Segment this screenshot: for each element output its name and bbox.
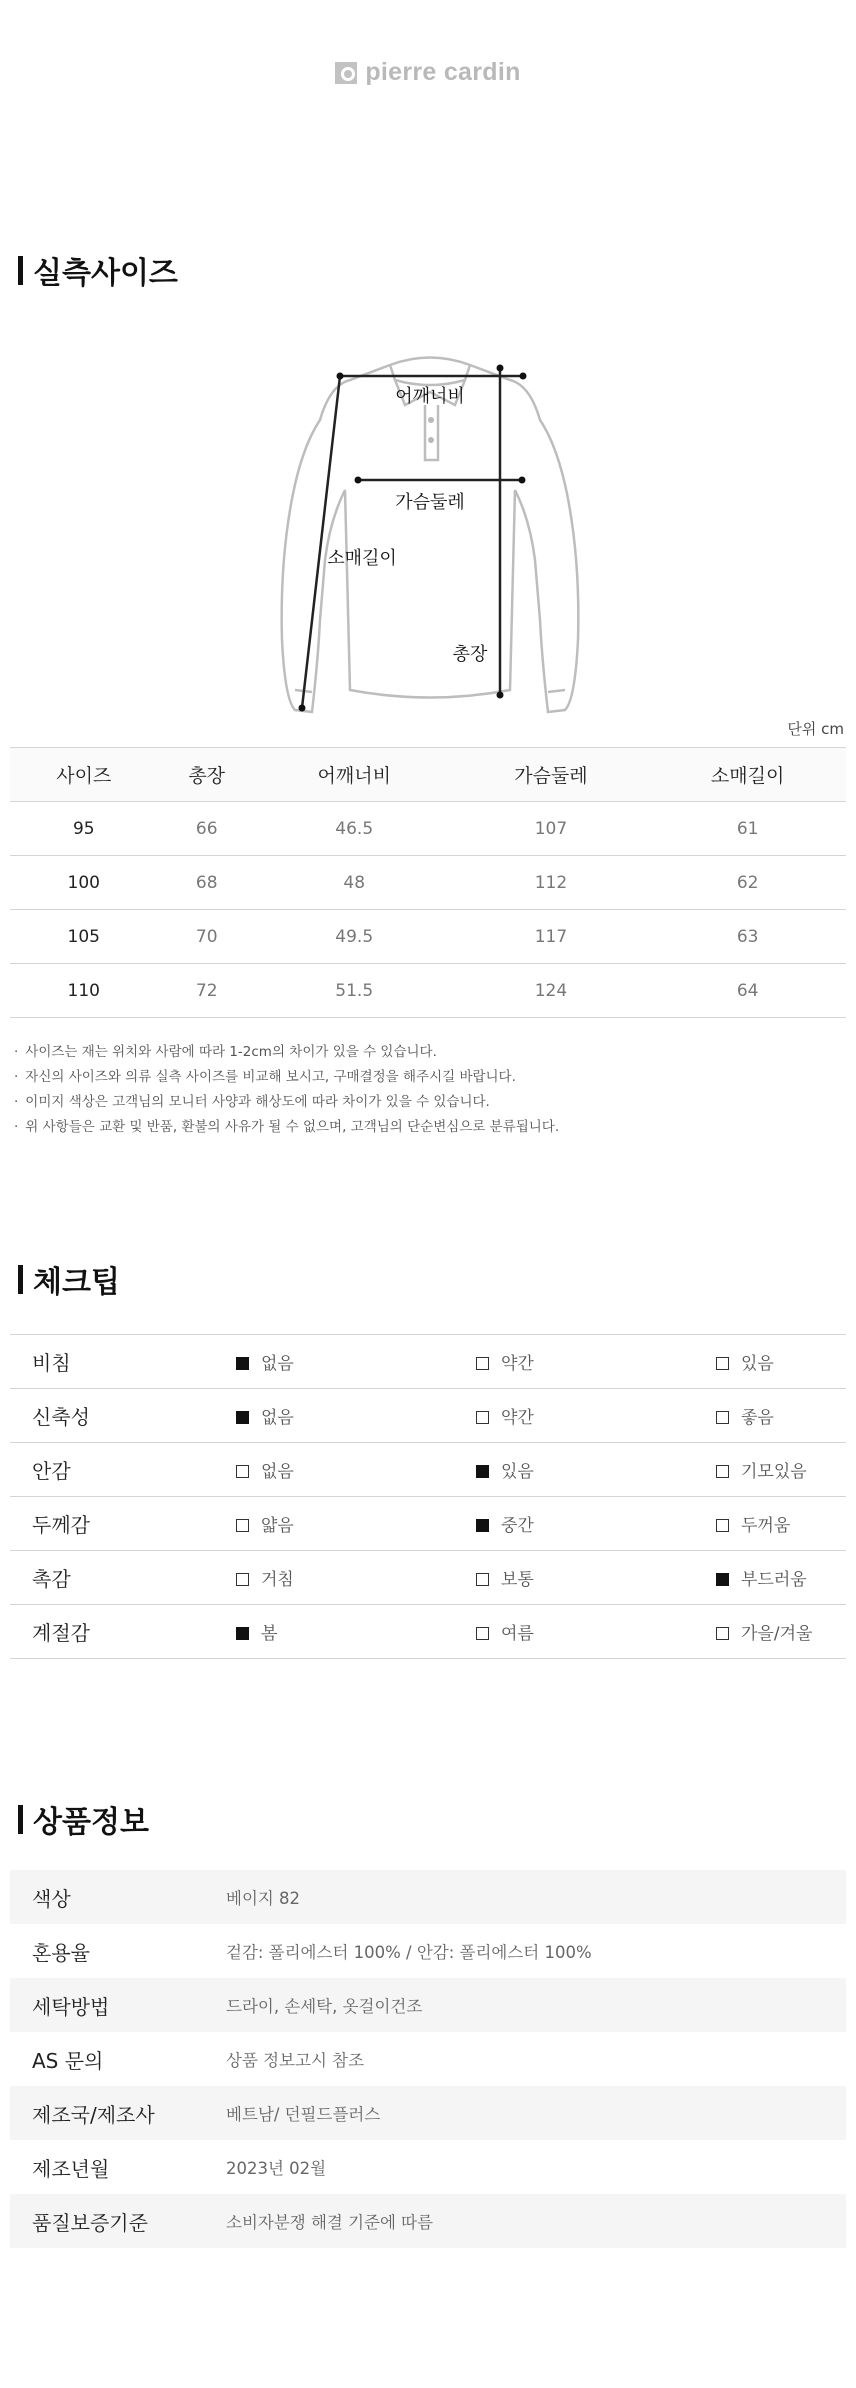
check-tip-option-label: 거침 xyxy=(261,1570,294,1590)
note-item: · 자신의 사이즈와 의류 실측 사이즈를 비교해 보시고, 구매결정을 해주시길 바랍니다. xyxy=(14,1065,559,1090)
check-tip-option xyxy=(476,1389,716,1443)
product-info-row xyxy=(10,2140,846,2194)
brand-logo xyxy=(0,58,856,87)
checked-box-icon xyxy=(476,1519,489,1532)
check-tip-option xyxy=(236,1497,476,1551)
header-sleeve: 소매길이 xyxy=(649,748,846,802)
check-tip-title xyxy=(18,1257,120,1301)
header-size: 사이즈 xyxy=(10,748,158,802)
check-tip-label: 촉감 xyxy=(32,1567,71,1591)
unchecked-box-icon xyxy=(716,1465,729,1478)
check-tip-option-label: 없음 xyxy=(261,1354,294,1374)
check-tip-option-label: 기모있음 xyxy=(741,1462,807,1482)
product-info-value: 소비자분쟁 해결 기준에 따름 xyxy=(226,2213,434,2232)
product-info-row xyxy=(10,2086,846,2140)
check-tip-option-label: 약간 xyxy=(501,1354,534,1374)
cell-chest: 124 xyxy=(453,964,650,1018)
check-tip-option-label: 중간 xyxy=(501,1516,534,1536)
check-tip-option-label: 좋음 xyxy=(741,1408,774,1428)
product-info-row xyxy=(10,1924,846,1978)
cell-size: 105 xyxy=(10,910,158,964)
check-tip-option-label: 얇음 xyxy=(261,1516,294,1536)
unit-label: 단위 cm xyxy=(787,720,844,738)
check-tip-option xyxy=(716,1443,846,1497)
label-chest: 가슴둘레 xyxy=(395,492,465,513)
check-tip-option xyxy=(476,1335,716,1389)
checked-box-icon xyxy=(716,1573,729,1586)
product-info-table xyxy=(10,1870,846,2248)
check-tip-option xyxy=(236,1335,476,1389)
cell-sleeve: 64 xyxy=(649,964,846,1018)
cell-shoulder: 49.5 xyxy=(256,910,453,964)
note-item: · 위 사항들은 교환 및 반품, 환불의 사유가 될 수 없으며, 고객님의 단순변심으로 분류됩니다. xyxy=(14,1115,559,1140)
title-bar xyxy=(18,1805,23,1834)
unchecked-box-icon xyxy=(236,1519,249,1532)
check-tip-option xyxy=(716,1551,846,1605)
size-section-heading: 실측사이즈 xyxy=(33,256,178,291)
table-row xyxy=(10,964,846,1018)
check-tip-row xyxy=(10,1335,846,1389)
check-tip-option-label: 약간 xyxy=(501,1408,534,1428)
title-bar xyxy=(18,256,23,285)
check-tip-label: 두께감 xyxy=(32,1513,90,1537)
check-tip-table xyxy=(10,1334,846,1659)
cell-shoulder: 46.5 xyxy=(256,802,453,856)
cell-shoulder: 51.5 xyxy=(256,964,453,1018)
check-tip-option xyxy=(476,1551,716,1605)
cell-sleeve: 61 xyxy=(649,802,846,856)
unchecked-box-icon xyxy=(476,1573,489,1586)
cell-sleeve: 63 xyxy=(649,910,846,964)
check-tip-option xyxy=(716,1605,846,1659)
product-info-label: AS 문의 xyxy=(32,2048,104,2073)
check-tip-row xyxy=(10,1443,846,1497)
check-tip-option-label: 있음 xyxy=(501,1462,534,1482)
size-table xyxy=(10,747,846,1018)
unchecked-box-icon xyxy=(476,1627,489,1640)
table-row xyxy=(10,910,846,964)
check-tip-option xyxy=(716,1389,846,1443)
cell-size: 100 xyxy=(10,856,158,910)
product-info-label: 제조년월 xyxy=(32,2156,110,2181)
check-tip-option xyxy=(716,1335,846,1389)
cell-length: 70 xyxy=(158,910,256,964)
cell-length: 68 xyxy=(158,856,256,910)
check-tip-option-label: 부드러움 xyxy=(741,1570,807,1590)
product-info-label: 품질보증기준 xyxy=(32,2210,148,2235)
cell-length: 72 xyxy=(158,964,256,1018)
check-tip-row xyxy=(10,1497,846,1551)
cell-size: 95 xyxy=(10,802,158,856)
product-info-row xyxy=(10,1978,846,2032)
note-item: · 이미지 색상은 고객님의 모니터 사양과 해상도에 따라 차이가 있을 수 있습니다. xyxy=(14,1090,559,1115)
note-item: · 사이즈는 재는 위치와 사람에 따라 1-2cm의 차이가 있을 수 있습니다. xyxy=(14,1040,559,1065)
check-tip-option-label: 없음 xyxy=(261,1408,294,1428)
product-info-row xyxy=(10,2194,846,2248)
checked-box-icon xyxy=(236,1411,249,1424)
check-tip-option-label: 없음 xyxy=(261,1462,294,1482)
cell-chest: 117 xyxy=(453,910,650,964)
unchecked-box-icon xyxy=(236,1573,249,1586)
product-info-label: 세탁방법 xyxy=(32,1994,110,2019)
unchecked-box-icon xyxy=(236,1465,249,1478)
check-tip-option xyxy=(716,1497,846,1551)
check-tip-row xyxy=(10,1605,846,1659)
check-tip-option-label: 있음 xyxy=(741,1354,774,1374)
checked-box-icon xyxy=(236,1627,249,1640)
product-info-heading: 상품정보 xyxy=(33,1805,149,1840)
check-tip-label: 신축성 xyxy=(32,1405,90,1429)
product-info-value: 베이지 82 xyxy=(226,1889,301,1908)
cell-chest: 112 xyxy=(453,856,650,910)
product-info-title xyxy=(18,1797,149,1841)
garment-measurement-diagram xyxy=(0,320,856,720)
placket-buttons xyxy=(428,417,434,443)
product-info-row xyxy=(10,1870,846,1924)
brand-name: pierre cardin xyxy=(365,58,521,86)
title-bar xyxy=(18,1265,23,1294)
product-info-value: 베트남/ 던필드플러스 xyxy=(226,2105,381,2124)
pierre-cardin-logo-icon xyxy=(335,62,357,84)
size-notes xyxy=(14,1040,559,1140)
cell-length: 66 xyxy=(158,802,256,856)
check-tip-option-label: 봄 xyxy=(261,1624,278,1644)
measurement-points xyxy=(299,365,527,712)
table-row xyxy=(10,856,846,910)
check-tip-option-label: 두꺼움 xyxy=(741,1516,791,1536)
product-info-value: 겉감: 폴리에스터 100% / 안감: 폴리에스터 100% xyxy=(226,1943,592,1962)
check-tip-label: 계절감 xyxy=(32,1621,90,1645)
check-tip-option-label: 가을/겨울 xyxy=(741,1624,813,1644)
check-tip-option xyxy=(476,1443,716,1497)
product-info-value: 드라이, 손세탁, 옷걸이건조 xyxy=(226,1997,423,2016)
size-section-title xyxy=(18,248,178,292)
product-info-value: 2023년 02월 xyxy=(226,2159,327,2178)
check-tip-label: 비침 xyxy=(32,1351,71,1375)
check-tip-option xyxy=(236,1551,476,1605)
check-tip-row xyxy=(10,1389,846,1443)
size-table-header xyxy=(10,748,846,802)
checked-box-icon xyxy=(236,1357,249,1370)
check-tip-option xyxy=(476,1605,716,1659)
product-info-label: 색상 xyxy=(32,1886,71,1911)
check-tip-heading: 체크팁 xyxy=(33,1265,120,1300)
label-length: 총장 xyxy=(452,644,488,665)
header-length: 총장 xyxy=(158,748,256,802)
measurement-lines xyxy=(302,368,523,708)
product-info-row xyxy=(10,2032,846,2086)
cell-size: 110 xyxy=(10,964,158,1018)
cell-shoulder: 48 xyxy=(256,856,453,910)
product-info-label: 혼용율 xyxy=(32,1940,90,1965)
check-tip-option xyxy=(236,1605,476,1659)
check-tip-option-label: 여름 xyxy=(501,1624,534,1644)
unchecked-box-icon xyxy=(716,1357,729,1370)
header-chest: 가슴둘레 xyxy=(453,748,650,802)
unchecked-box-icon xyxy=(476,1411,489,1424)
unchecked-box-icon xyxy=(716,1627,729,1640)
product-info-value: 상품 정보고시 참조 xyxy=(226,2051,365,2070)
check-tip-row xyxy=(10,1551,846,1605)
check-tip-option xyxy=(236,1389,476,1443)
cell-sleeve: 62 xyxy=(649,856,846,910)
unchecked-box-icon xyxy=(716,1519,729,1532)
header-shoulder: 어깨너비 xyxy=(256,748,453,802)
label-sleeve: 소매길이 xyxy=(327,548,397,569)
label-shoulder: 어깨너비 xyxy=(395,386,465,407)
table-row xyxy=(10,802,846,856)
check-tip-label: 안감 xyxy=(32,1459,71,1483)
cell-chest: 107 xyxy=(453,802,650,856)
shirt-outline xyxy=(282,358,579,713)
product-info-label: 제조국/제조사 xyxy=(32,2102,155,2127)
unchecked-box-icon xyxy=(476,1357,489,1370)
checked-box-icon xyxy=(476,1465,489,1478)
check-tip-option xyxy=(236,1443,476,1497)
unchecked-box-icon xyxy=(716,1411,729,1424)
check-tip-option-label: 보통 xyxy=(501,1570,534,1590)
check-tip-option xyxy=(476,1497,716,1551)
